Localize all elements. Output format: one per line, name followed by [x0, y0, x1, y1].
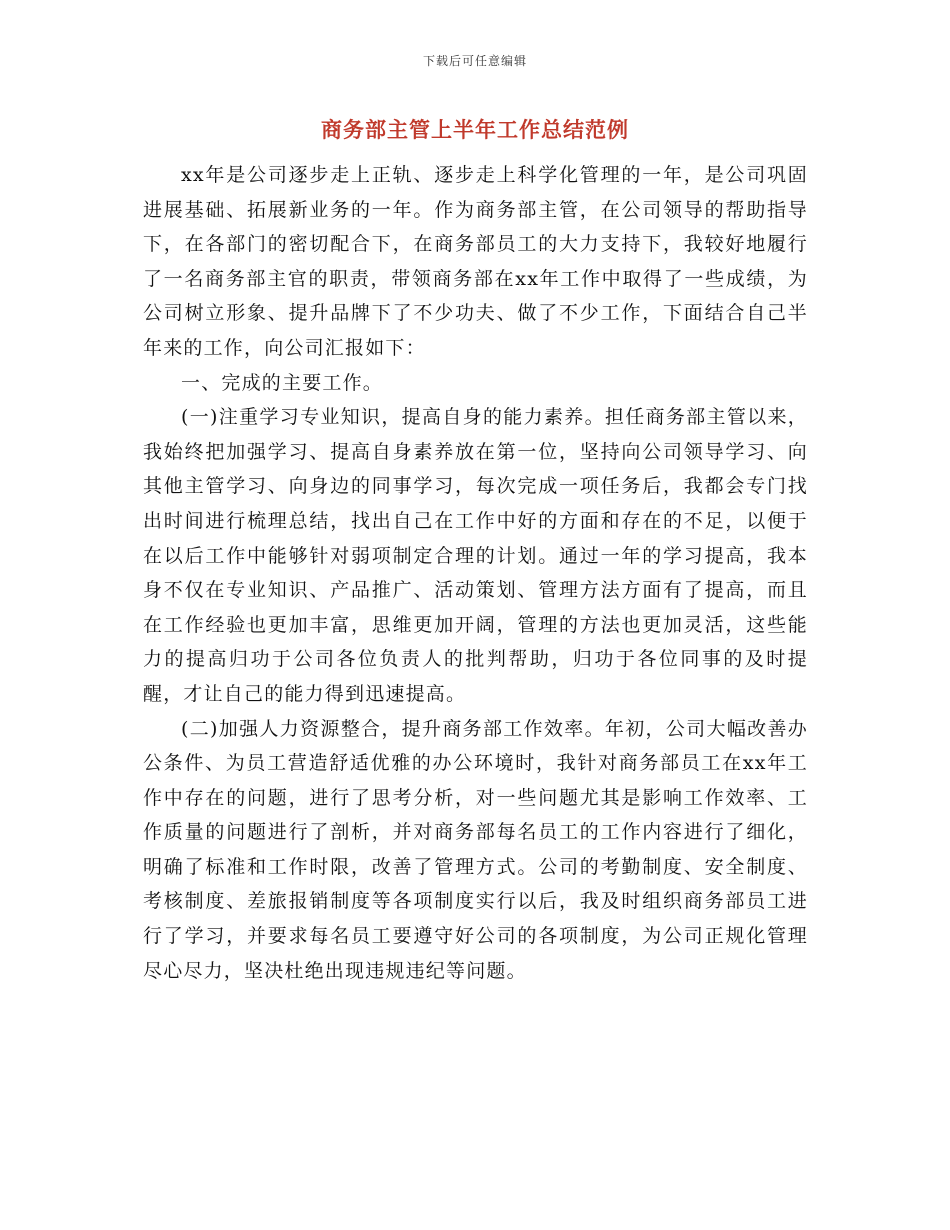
paragraph-item-2: (二)加强人力资源整合，提升商务部工作效率。年初，公司大幅改善办公条件、为员工营造舒适优雅的办公环境时，我针对商务部员工在xx年工作中存在的问题，进行了思考分析，对一些问题尤其是影响工作效率、工作质量的问题进行了剖析，并对商务部每名员工的工作内容进行了细化，明确了标准和工作时限，改善了管理方式。公司的考勤制度、安全制度、考核制度、差旅报销制度等各项制度实行以后，我及时组织商务部员工进行了学习，并要求每名员工要遵守好公司的各项制度，为公司正规化管理尽心尽力，坚决杜绝出现违规违纪等问题。 — [143, 717, 808, 982]
paragraph-item-1: (一)注重学习专业知识，提高自身的能力素养。担任商务部主管以来，我始终把加强学习、提高自身素养放在第一位，坚持向公司领导学习、向其他主管学习、向身边的同事学习，每次完成一项任务后，我都会专门找出时间进行梳理总结，找出自己在工作中好的方面和存在的不足，以便于在以后工作中能够针对弱项制定合理的计划。通过一年的学习提高，我本身不仅在专业知识、产品推广、活动策划、管理方法方面有了提高，而且在工作经验也更加丰富，思维更加开阔，管理的方法也更加灵活，这些能力的提高归功于公司各位负责人的批判帮助，归功于各位同事的及时提醒，才让自己的能力得到迅速提高。 — [143, 406, 808, 705]
document-body — [143, 158, 808, 988]
document-title: 商务部主管上半年工作总结范例 — [321, 117, 629, 142]
page-header: 下载后可任意编辑 — [422, 54, 527, 68]
paragraph-section-heading: 一、完成的主要工作。 — [181, 371, 384, 394]
paragraph-intro: xx年是公司逐步走上正轨、逐步走上科学化管理的一年，是公司巩固进展基础、拓展新业务的一年。作为商务部主管，在公司领导的帮助指导下，在各部门的密切配合下，在商务部员工的大力支持下，我较好地履行了一名商务部主官的职责，带领商务部在xx年工作中取得了一些成绩，为公司树立形象、提升品牌下了不少功夫、做了不少工作，下面结合自己半年来的工作，向公司汇报如下： — [143, 164, 808, 359]
